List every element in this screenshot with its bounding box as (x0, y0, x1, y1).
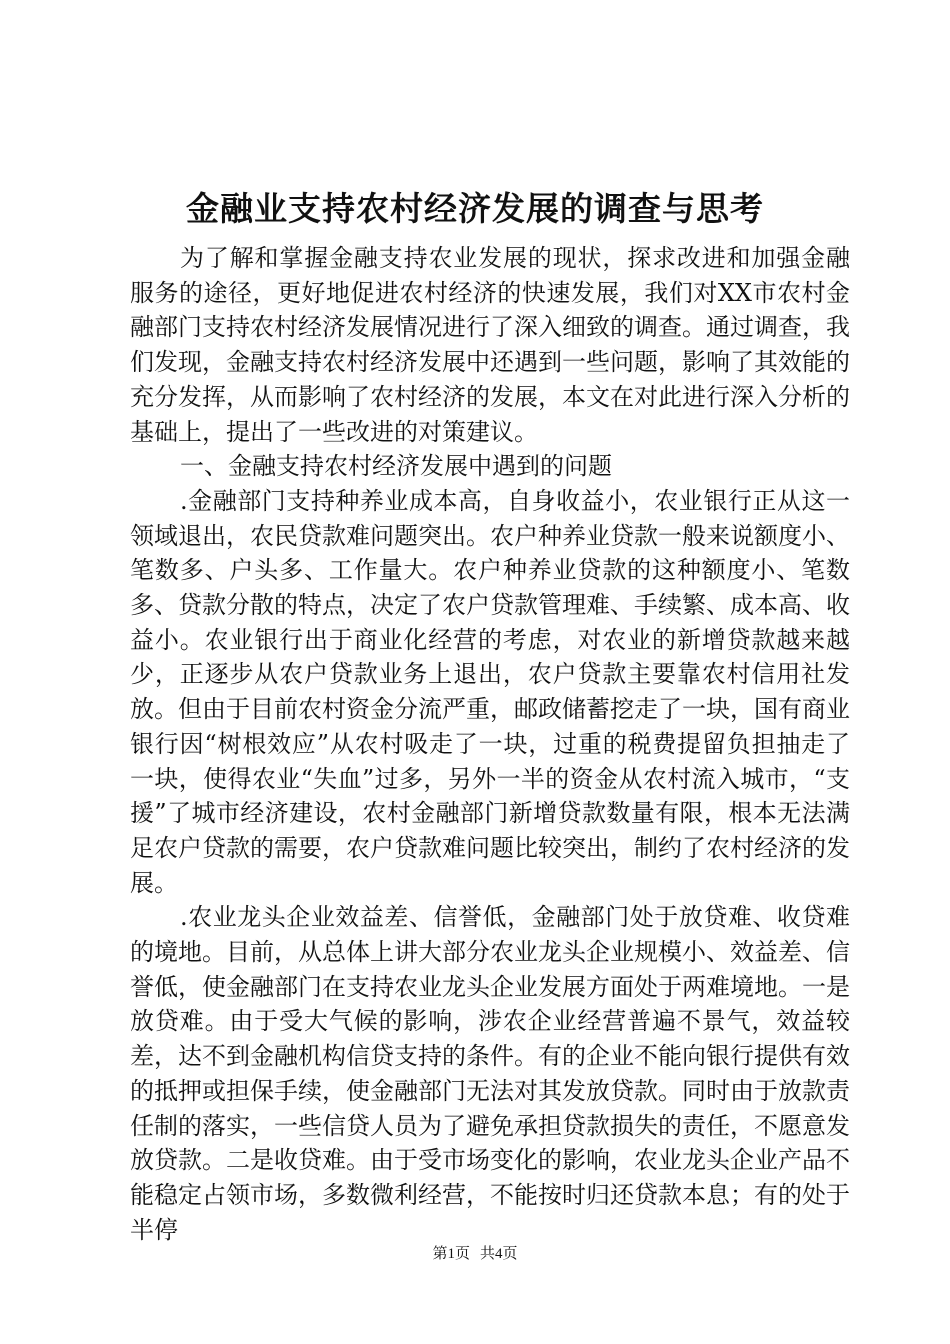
document-title: 金融业支持农村经济发展的调查与思考 (186, 189, 764, 228)
section-heading: 一、金融支持农村经济发展中遇到的问题 (180, 452, 612, 481)
intro-paragraph: 为了解和掌握金融支持农业发展的现状，探求改进和加强金融服务的途径，更好地促进农村经济的快速发展，我们对XX市农村金融部门支持农村经济发展情况进行了深入细致的调查。通过调查，我们发现，金融支持农村经济发展中还遇到一些问题，影响了其效能的充分发挥，从而影响了农村经济的发展，本文在对此进行深入分析的基础上，提出了一些改进的对策建议。 (130, 244, 850, 446)
page-footer (0, 1243, 950, 1265)
issue-paragraph-2: .农业龙头企业效益差、信誉低，金融部门处于放贷难、收贷难的境地。目前，从总体上讲大部分农业龙头企业规模小、效益差、信誉低，使金融部门在支持农业龙头企业发展方面处于两难境地。一是放贷难。由于受大气候的影响，涉农企业经营普遍不景气，效益较差，达不到金融机构信贷支持的条件。有的企业不能向银行提供有效的抵押或担保手续，使金融部门无法对其发放贷款。同时由于放款责任制的落实，一些信贷人员为了避免承担贷款损失的责任，不愿意发放贷款。二是收贷难。由于受市场变化的影响，农业龙头企业产品不能稳定占领市场，多数微利经营，不能按时归还贷款本息；有的处于半停 (130, 903, 850, 1244)
page-total: 共4页 (480, 1246, 518, 1262)
document-body (130, 241, 850, 1247)
page-number: 第1页 (432, 1246, 470, 1262)
issue-paragraph-1: .金融部门支持种养业成本高，自身收益小，农业银行正从这一领域退出，农民贷款难问题突出。农户种养业贷款一般来说额度小、笔数多、户头多、工作量大。农户种养业贷款的这种额度小、笔数多、贷款分散的特点，决定了农户贷款管理难、手续繁、成本高、收益小。农业银行出于商业化经营的考虑，对农业的新增贷款越来越少，正逐步从农户贷款业务上退出，农户贷款主要靠农村信用社发放。但由于目前农村资金分流严重，邮政储蓄挖走了一块，国有商业银行因“树根效应”从农村吸走了一块，过重的税费提留负担抽走了一块，使得农业“失血”过多，另外一半的资金从农村流入城市，“支援”了城市经济建设，农村金融部门新增贷款数量有限，根本无法满足农户贷款的需要，农户贷款难问题比较突出，制约了农村经济的发展。 (130, 486, 850, 897)
